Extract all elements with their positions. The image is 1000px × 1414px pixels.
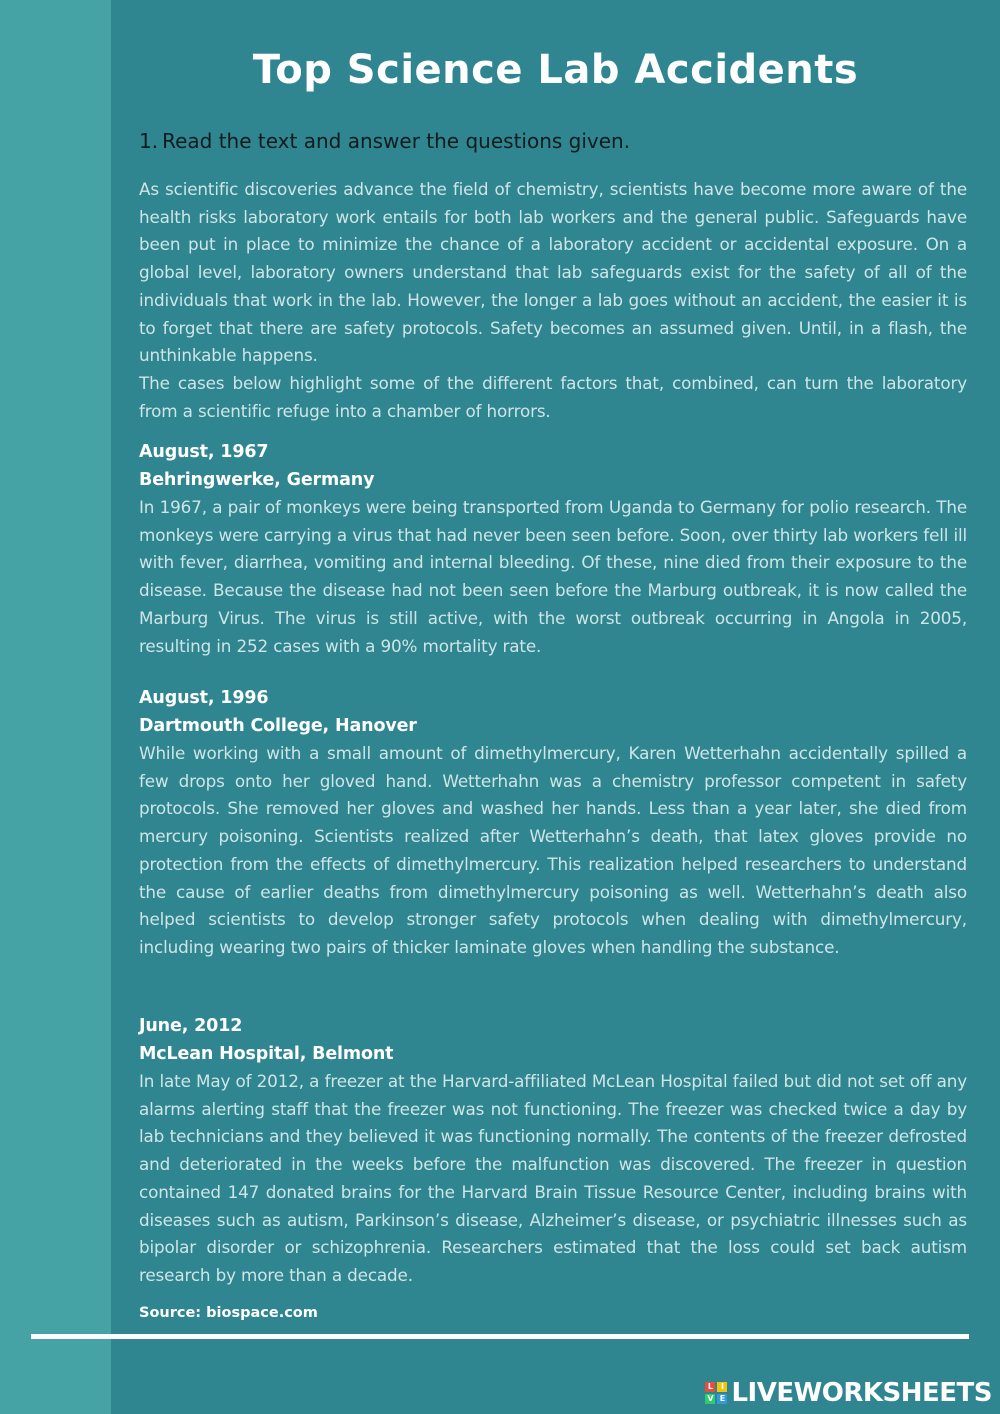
divider — [31, 1334, 969, 1339]
instruction — [139, 126, 967, 156]
case-date: August, 1996 — [139, 688, 269, 708]
case-section-1996 — [139, 684, 967, 962]
intro-paragraph-2: The cases below highlight some of the different factors that, combined, can turn the laboratory from a scientific refuge into a chamber of horrors. — [139, 372, 967, 421]
logo-letter: E — [717, 1394, 727, 1404]
case-text: While working with a small amount of dimethylmercury, Karen Wetterhahn accidentally spilled a few drops onto her gloved hand. Wetterhahn was a chemistry professor competent in safety protocols. She removed her gloves and washed her hands. Less than a year later, she died from mercury poisoning. Scientists realized after Wetterhahn’s death, that latex gloves provide no protection from the effects of dimethylmercury. This realization helped researchers to understand the cause of earlier deaths from dimethylmercury poisoning as well. Wetterhahn’s death also helped scientists to develop stronger safety protocols when dealing with dimethylmercury, including wearing two pairs of thicker laminate gloves when handling the substance. — [139, 743, 967, 957]
case-place: Behringwerke, Germany — [139, 470, 375, 490]
side-strip — [0, 0, 111, 1414]
brand-text: LIVEWORKSHEETS — [731, 1378, 992, 1408]
logo-letter: L — [705, 1382, 715, 1392]
intro-section — [139, 176, 967, 425]
page-title: Top Science Lab Accidents — [252, 47, 859, 93]
liveworksheets-brand[interactable] — [705, 1377, 992, 1409]
logo-letter: V — [707, 1394, 714, 1403]
case-date: August, 1967 — [139, 442, 269, 462]
liveworksheets-logo-icon — [705, 1382, 727, 1404]
case-place: Dartmouth College, Hanover — [139, 716, 417, 736]
logo-letter: I — [717, 1382, 727, 1392]
case-text: In 1967, a pair of monkeys were being transported from Uganda to Germany for polio research. The monkeys were carrying a virus that had never been seen before. Soon, over thirty lab workers fell ill with fever, diarrhea, vomiting and internal bleeding. Of these, nine died from their exposure to the disease. Because the disease had not been seen before the Marburg outbreak, it is now called the Marburg Virus. The virus is still active, with the worst outbreak occurring in Angola in 2005, resulting in 252 cases with a 90% mortality rate. — [139, 497, 967, 656]
instruction-text: Read the text and answer the questions given. — [162, 129, 631, 153]
case-date: June, 2012 — [139, 1016, 243, 1036]
case-text: In late May of 2012, a freezer at the Harvard-affiliated McLean Hospital failed but did not set off any alarms alerting staff that the freezer was not functioning. The freezer was checked twice a day by lab technicians and they believed it was functioning normally. The contents of the freezer defrosted and deteriorated in the weeks before the malfunction was discovered. The freezer in question contained 147 donated brains for the Harvard Brain Tissue Resource Center, including brains with diseases such as autism, Parkinson’s disease, Alzheimer’s disease, or psychiatric illnesses such as bipolar disorder or schizophrenia. Researchers estimated that the loss could set back autism research by more than a decade. — [139, 1071, 967, 1285]
case-section-1967 — [139, 438, 967, 660]
instruction-number: 1. — [139, 129, 159, 153]
case-place: McLean Hospital, Belmont — [139, 1044, 394, 1064]
source-credit: Source: biospace.com — [139, 1305, 318, 1321]
case-section-2012 — [139, 1012, 967, 1290]
intro-paragraph-1: As scientific discoveries advance the field of chemistry, scientists have become more aware of the health risks laboratory work entails for both lab workers and the general public. Safeguards have been put in place to minimize the chance of a laboratory accident or accidental exposure. On a global level, laboratory owners understand that lab safeguards exist for the safety of all of the individuals that work in the lab. However, the longer a lab goes without an accident, the easier it is to forget that there are safety protocols. Safety becomes an assumed given. Until, in a flash, the unthinkable happens. — [139, 179, 967, 366]
